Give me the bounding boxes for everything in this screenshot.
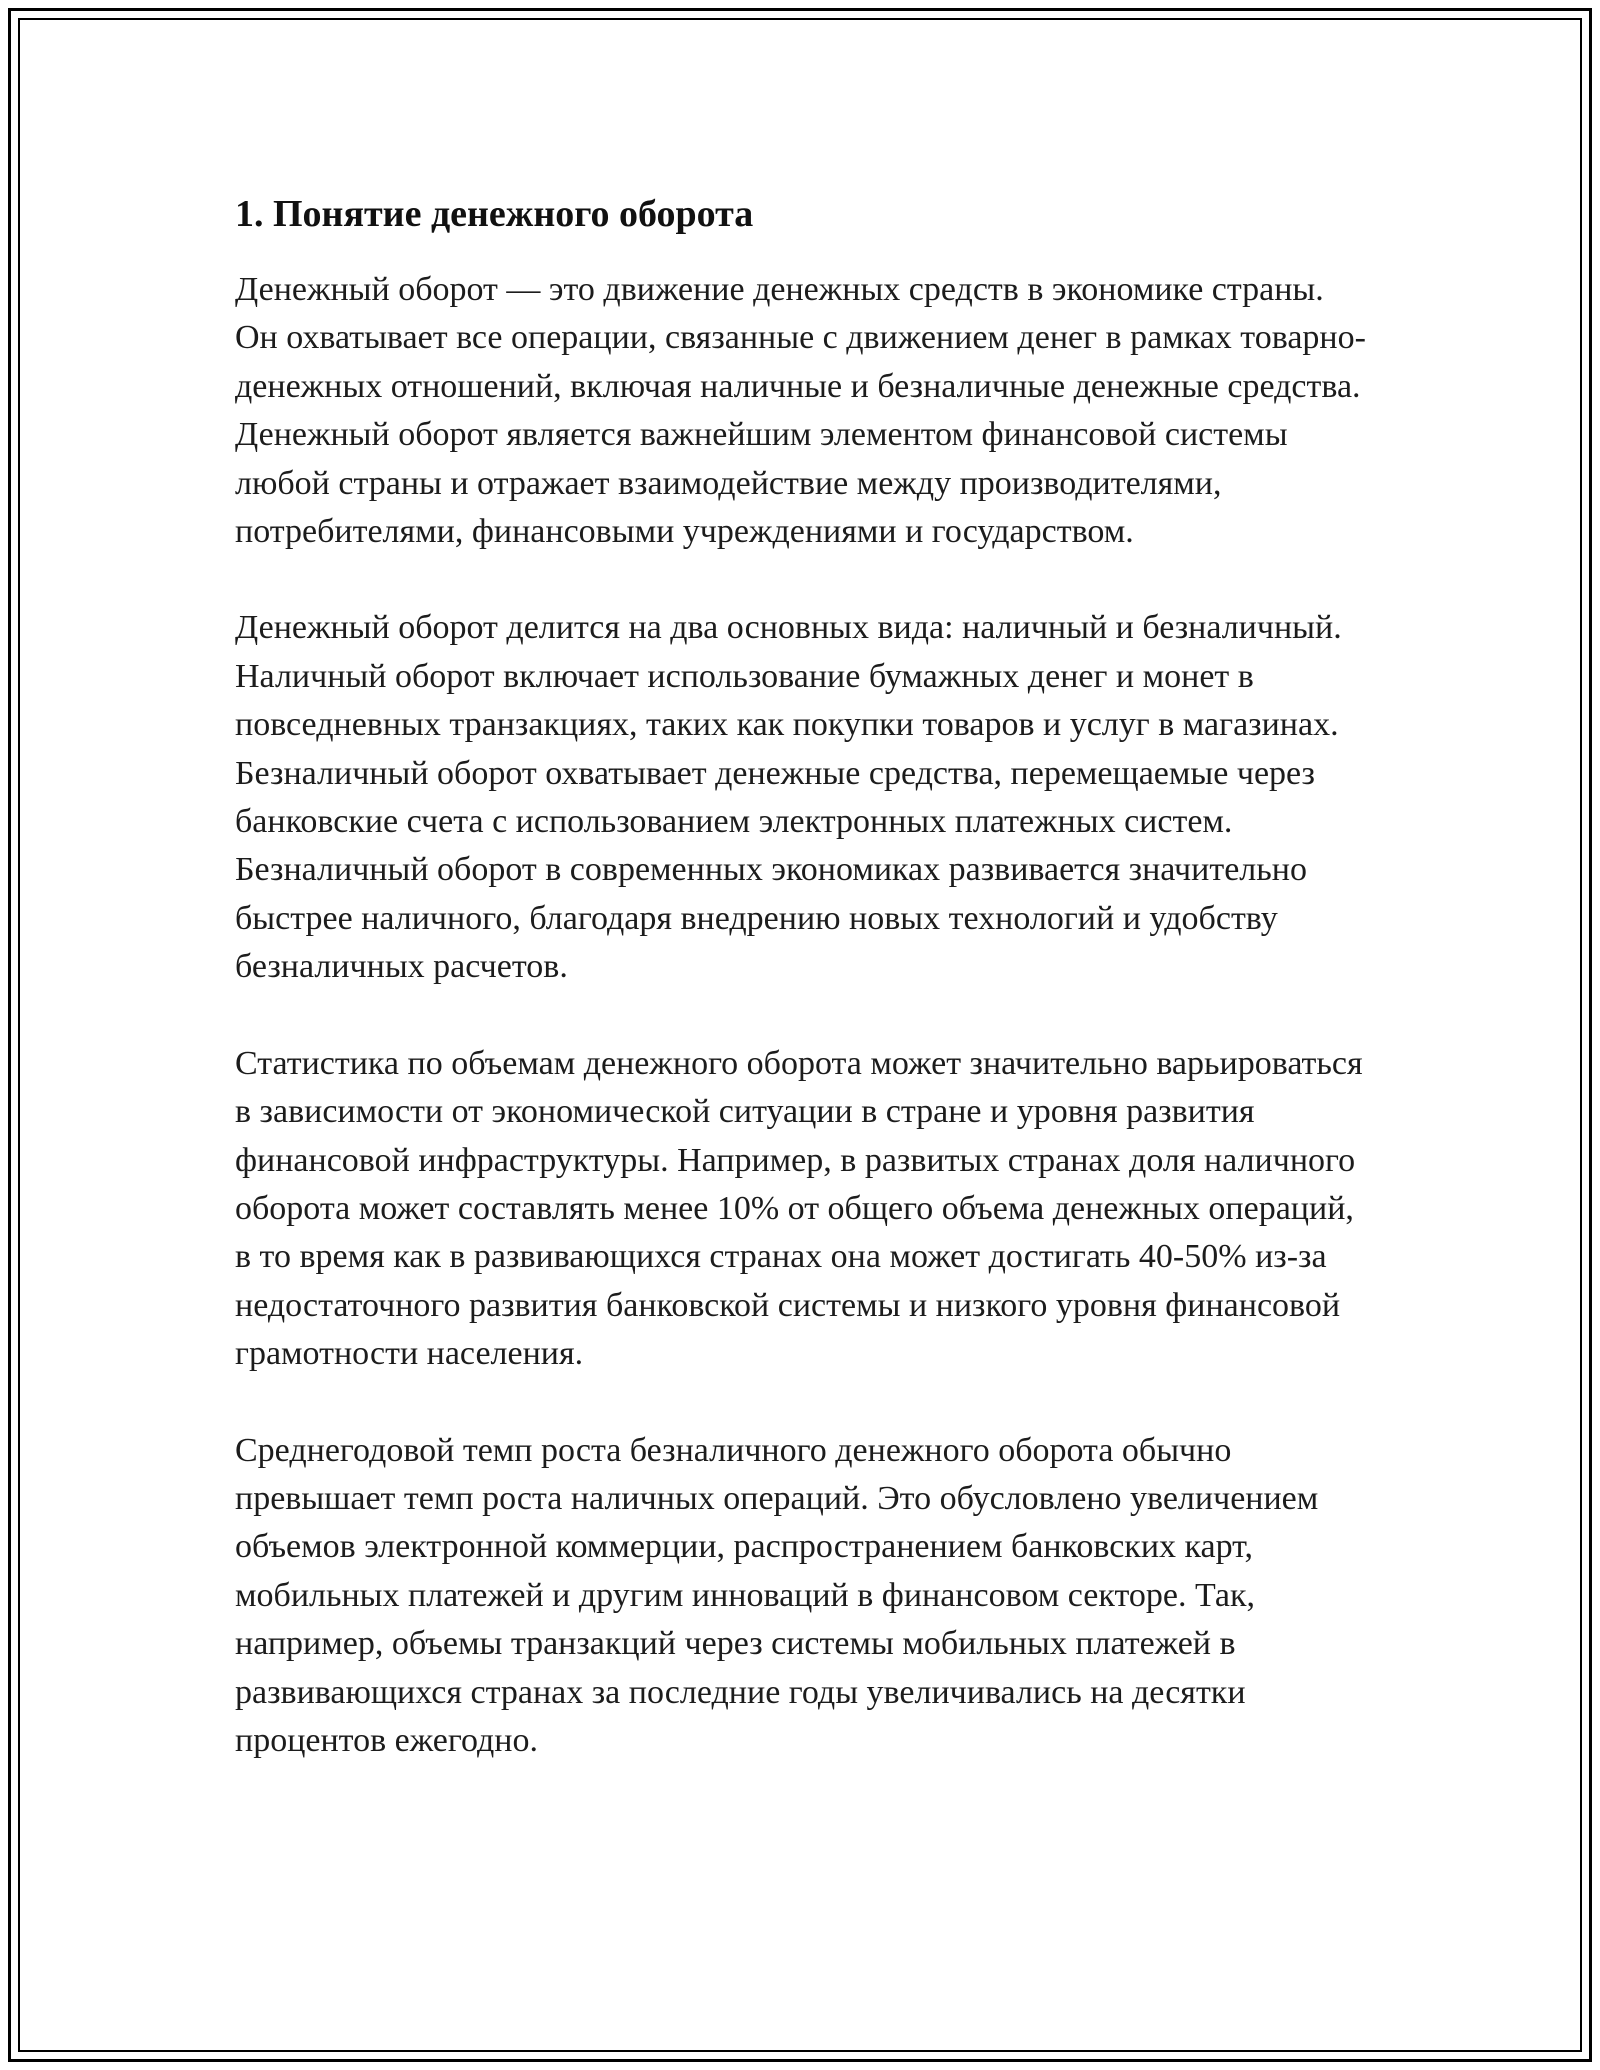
paragraph-types: Денежный оборот делится на два основных вида: наличный и безналичный. Наличный оборот включает использование бумажных денег и монет в повседневных транзакциях, таких как покупки товаров и услуг в магазинах. Безналичный оборот охватывает денежные средства, перемещаемые через банковские счета с использованием электронных платежных систем. Безналичный оборот в современных экономиках развивается значительно быстрее наличного, благодаря внедрению новых технологий и удобству безналичных расчетов. [235, 609, 1342, 986]
paragraph-growth-rate: Среднегодовой темп роста безналичного денежного оборота обычно превышает темп роста наличных операций. Это обусловлено увеличением объемов электронной коммерции, распространением банковских карт, мобильных платежей и другим инноваций в финансовом секторе. Так, например, объемы транзакций через системы мобильных платежей в развивающихся странах за последние годы увеличивались на десятки процентов ежегодно. [235, 1431, 1319, 1759]
document-body [235, 188, 1375, 1813]
section-heading: 1. Понятие денежного оборота [235, 193, 754, 235]
paragraph-statistics: Статистика по объемам денежного оборота может значительно варьироваться в зависимости от экономической ситуации в стране и уровня развития финансовой инфраструктуры. Например, в развитых странах доля наличного оборота может составлять менее 10% от общего объема денежных операций, в то время как в развивающихся странах она может достигать 40-50% из-за недостаточного развития банковской системы и низкого уровня финансовой грамотности населения. [235, 1044, 1363, 1373]
paragraph-definition: Денежный оборот — это движение денежных средств в экономике страны. Он охватывает все операции, связанные с движением денег в рамках товарно-денежных отношений, включая наличные и безналичные денежные средства. Денежный оборот является важнейшим элементом финансовой системы любой страны и отражает взаимодействие между производителями, потребителями, финансовыми учреждениями и государством. [235, 271, 1366, 551]
